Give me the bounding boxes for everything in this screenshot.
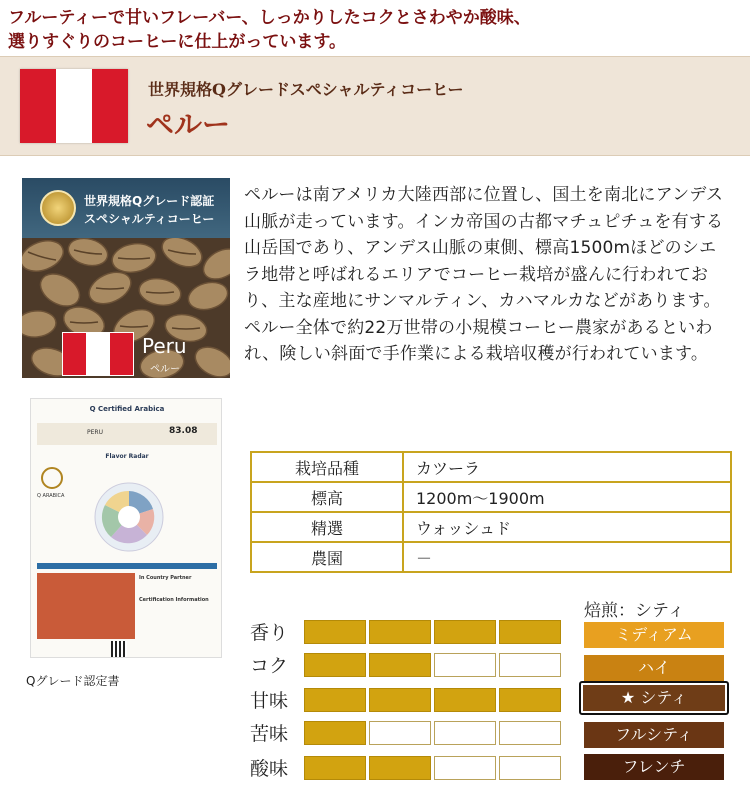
tagline-line-1: フルーティーで甘いフレーバー、しっかりしたコクとさわやか酸味、	[8, 8, 531, 28]
certificate-details-table	[37, 573, 135, 639]
taste-label: 苦味	[250, 723, 289, 745]
taste-level-cell	[304, 653, 366, 677]
certificate-info-title-1: In Country Partner	[139, 575, 192, 581]
certificate-caption: Qグレード認定書	[26, 674, 120, 688]
taste-level-cell	[434, 653, 496, 677]
taste-level-cell	[499, 653, 561, 677]
spec-value: ウォッシュド	[403, 512, 731, 542]
spec-value: －	[403, 542, 731, 572]
taste-label: 甘味	[250, 690, 289, 712]
certificate-info-title-2: Certification Information	[139, 597, 209, 603]
taste-level-cell	[434, 756, 496, 780]
header-subtitle: 世界規格Qグレードスペシャルティコーヒー	[148, 80, 464, 99]
spec-label: 精選	[251, 512, 403, 542]
roast-level: フルシティ	[584, 722, 724, 748]
certificate-strip	[37, 563, 217, 569]
q-arabica-logo-icon	[41, 467, 63, 489]
certificate-info	[139, 575, 217, 637]
country-name-ja: ペルー	[150, 364, 180, 375]
taste-level-cell	[434, 688, 496, 712]
flavor-radar-wheel	[89, 477, 169, 557]
taste-level-cell	[434, 620, 496, 644]
origin-description: ペルーは南アメリカ大陸西部に位置し、国土を南北にアンデス山脈が走っています。インカ帝国の古都マチュピチュを有する山岳国であり、アンデス山脈の東側、標高1500mほどのシエラ地帯と呼ばれるエリアでコーヒー栽培が盛んに行われており、主な産地にサンマルティン、カハマルカなどがあります。ペルー全体で約22万世帯の小規模コーヒー農家があるといわれ、険しい斜面で手作業による栽培収穫が行われています。	[244, 185, 724, 364]
q-grade-seal-icon	[40, 190, 76, 226]
taste-level-cell	[369, 620, 431, 644]
spec-row	[251, 542, 731, 572]
coffee-beans-photo	[22, 178, 230, 378]
peru-flag-icon	[20, 69, 128, 143]
roast-level: ミディアム	[584, 622, 724, 648]
tagline	[8, 6, 748, 54]
spec-row	[251, 482, 731, 512]
certificate-title: Q Certified Arabica	[89, 405, 165, 413]
spec-row	[251, 452, 731, 482]
taste-level-cell	[369, 653, 431, 677]
taste-level-cell	[304, 721, 366, 745]
spec-row	[251, 512, 731, 542]
taste-label: 酸味	[250, 758, 289, 780]
qr-code-icon	[111, 641, 127, 657]
taste-level-cell	[499, 756, 561, 780]
spec-value: 1200m～1900m	[403, 482, 731, 512]
taste-level-cell	[369, 721, 431, 745]
header-title: ペルー	[146, 108, 231, 141]
roast-level-selected-label: ★ シティ	[583, 685, 725, 711]
product-header	[0, 56, 750, 156]
taste-label: 香り	[250, 622, 289, 644]
taste-level-cell	[499, 688, 561, 712]
tagline-line-2: 選りすぐりのコーヒーに仕上がっています。	[8, 32, 346, 52]
roast-level: フレンチ	[584, 754, 724, 780]
taste-label: コク	[250, 655, 289, 677]
taste-level-cell	[304, 620, 366, 644]
certificate-radar-title: Flavor Radar	[105, 453, 149, 460]
spec-label: 栽培品種	[251, 452, 403, 482]
spec-label: 標高	[251, 482, 403, 512]
taste-level-cell	[499, 620, 561, 644]
taste-level-cell	[499, 721, 561, 745]
certificate-origin: PERU	[87, 429, 103, 436]
certificate-score: 83.08	[169, 426, 198, 436]
spec-label: 農園	[251, 542, 403, 572]
q-grade-certificate	[30, 398, 222, 658]
spec-value: カツーラ	[403, 452, 731, 482]
banner-line-2: スペシャルティコーヒー	[84, 212, 215, 226]
roast-level	[579, 681, 729, 715]
peru-flag-small-icon	[62, 332, 134, 376]
country-name-en: Peru	[142, 334, 187, 358]
roast-level: ハイ	[584, 655, 724, 681]
taste-level-cell	[434, 721, 496, 745]
banner-line-1: 世界規格Qグレード認証	[84, 194, 215, 208]
roast-label: 焙煎：シティ	[584, 601, 685, 621]
taste-level-cell	[304, 688, 366, 712]
taste-level-cell	[369, 688, 431, 712]
taste-level-cell	[369, 756, 431, 780]
q-arabica-logo-text: Q ARABICA	[37, 493, 65, 499]
spec-table	[250, 451, 732, 573]
taste-level-cell	[304, 756, 366, 780]
